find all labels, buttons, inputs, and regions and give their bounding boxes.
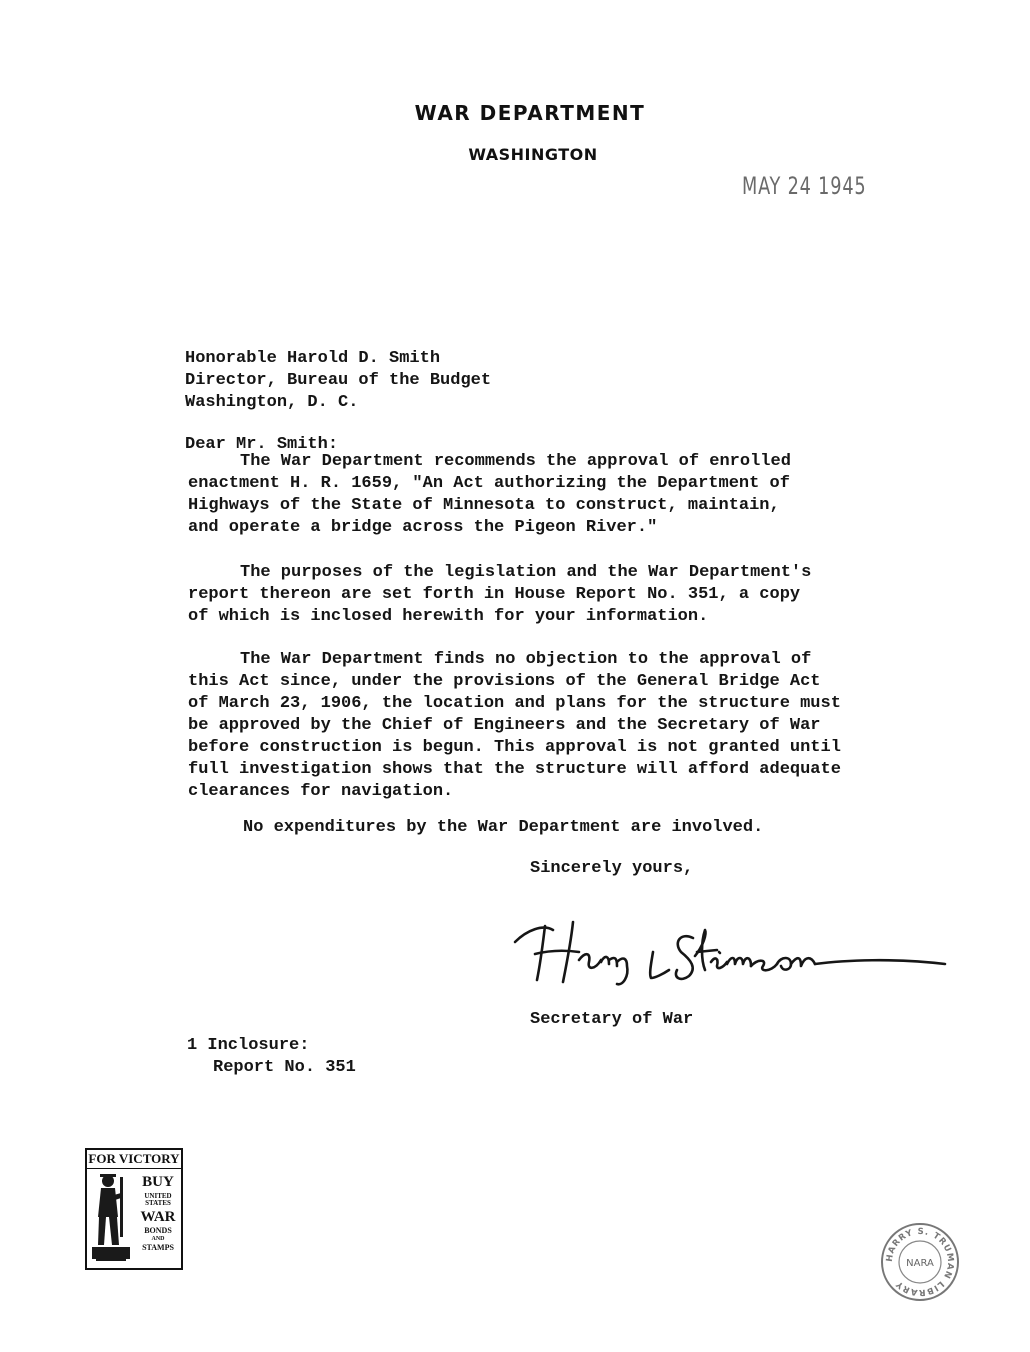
recipient-address: Washington, D. C. (185, 393, 359, 412)
body-line: Highways of the State of Minnesota to construct, maintain, (188, 496, 780, 515)
enclosure-item: Report No. 351 (213, 1058, 356, 1077)
body-line: report thereon are set forth in House Report No. 351, a copy (188, 585, 801, 604)
poster-buy: BUY (142, 1174, 174, 1190)
body-line: before construction is begun. This approval is not granted until (188, 738, 841, 757)
poster-and: AND (151, 1236, 165, 1242)
body-line: The War Department finds no objection to the approval of (240, 650, 812, 669)
war-bonds-poster (85, 1148, 183, 1270)
minuteman-figure-icon (90, 1169, 134, 1270)
enclosure-label: 1 Inclosure: (187, 1036, 310, 1055)
archive-seal-icon (878, 1220, 962, 1309)
signature-henry-l-stimson (505, 912, 955, 997)
body-line: of which is inclosed herewith for your information. (188, 607, 709, 626)
letterhead-city: WASHINGTON (468, 145, 598, 164)
closing: Sincerely yours, (530, 859, 694, 878)
recipient-title: Director, Bureau of the Budget (185, 371, 492, 390)
body-line: full investigation shows that the structure will afford adequate (188, 760, 841, 779)
poster-united-states: UNITED STATES (144, 1192, 172, 1207)
poster-header: FOR VICTORY (87, 1150, 181, 1169)
date-stamp: MAY 24 1945 (742, 172, 867, 200)
seal-ring-text: HARRY S. TRUMAN LIBRARY (884, 1226, 956, 1298)
poster-bonds: BONDS (144, 1226, 172, 1235)
body-line: enactment H. R. 1659, "An Act authorizing the Department of (188, 474, 790, 493)
signer-title: Secretary of War (530, 1010, 694, 1029)
salutation: Dear Mr. Smith: (185, 435, 339, 454)
body-line: The War Department recommends the approval of enrolled (240, 452, 791, 471)
body-line: this Act since, under the provisions of the General Bridge Act (188, 672, 821, 691)
body-line: The purposes of the legislation and the War Department's (240, 563, 812, 582)
poster-stamps: STAMPS (142, 1243, 174, 1252)
body-line: be approved by the Chief of Engineers and the Secretary of War (188, 716, 821, 735)
body-line: clearances for navigation. (188, 782, 454, 801)
poster-war: WAR (140, 1209, 176, 1225)
body-line: of March 23, 1906, the location and plans for the structure must (188, 694, 841, 713)
recipient-name: Honorable Harold D. Smith (185, 349, 441, 368)
letterhead-department: WAR DEPARTMENT (414, 101, 646, 125)
seal-center-text: NARA (906, 1258, 934, 1269)
body-line: No expenditures by the War Department are involved. (243, 818, 764, 837)
body-line: and operate a bridge across the Pigeon River." (188, 518, 658, 537)
